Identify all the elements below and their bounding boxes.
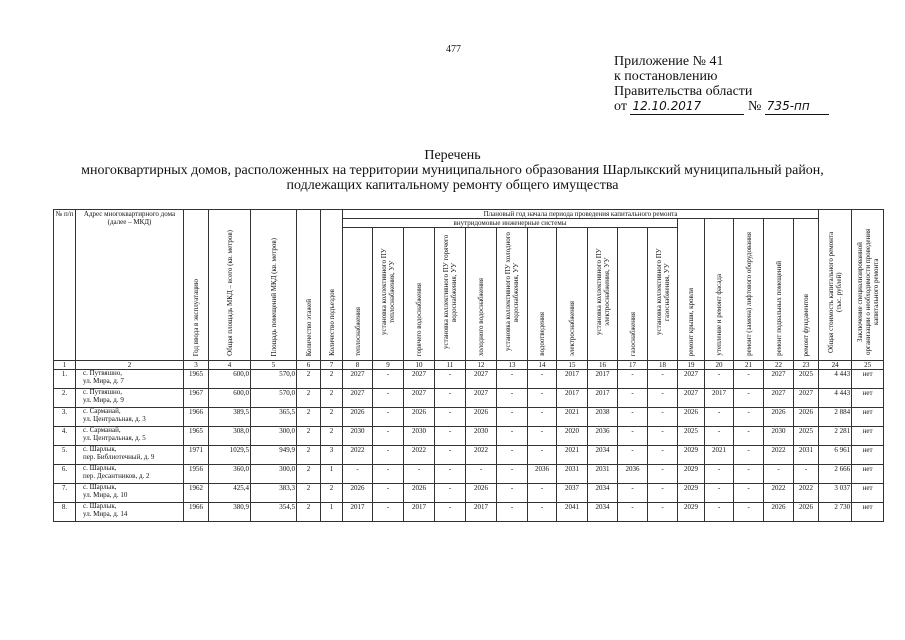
table-cell: нет: [852, 484, 884, 503]
row-address: [76, 484, 184, 503]
column-number: 3: [184, 361, 209, 370]
header-floors: Количество этажей: [297, 210, 321, 361]
table-cell: нет: [852, 465, 884, 484]
table-row: [54, 503, 884, 522]
column-number: 12: [466, 361, 497, 370]
table-cell: 600,0: [209, 370, 251, 389]
table-cell: -: [373, 408, 404, 427]
table-body: [54, 370, 884, 522]
table-cell: 2027: [764, 370, 794, 389]
table-cell: 2: [321, 427, 343, 446]
table-cell: -: [618, 503, 648, 522]
table-cell: 1962: [184, 484, 209, 503]
table-cell: -: [764, 465, 794, 484]
table-cell: -: [497, 446, 528, 465]
table-cell: 365,5: [251, 408, 297, 427]
column-number-row: [54, 361, 884, 370]
table-cell: 3 037: [819, 484, 852, 503]
appendix-line-1: Приложение № 41: [614, 54, 724, 69]
table-cell: 2 884: [819, 408, 852, 427]
table-cell: 1966: [184, 408, 209, 427]
table-cell: -: [497, 370, 528, 389]
appendix-line-3: Правительства области: [614, 84, 753, 99]
table-cell: -: [435, 484, 466, 503]
column-number: 16: [588, 361, 618, 370]
table-row: [54, 484, 884, 503]
column-number: 6: [297, 361, 321, 370]
table-cell: -: [705, 427, 734, 446]
row-address: [76, 503, 184, 522]
table-cell: 2 730: [819, 503, 852, 522]
column-number: 10: [404, 361, 435, 370]
table-cell: -: [528, 484, 557, 503]
table-cell: -: [734, 427, 764, 446]
table-cell: 2 281: [819, 427, 852, 446]
table-cell: 2026: [343, 484, 373, 503]
address-line-1: с. Шарлык,: [83, 483, 117, 491]
column-number: 5: [251, 361, 297, 370]
address-line-2: ул. Центральная, д. 5: [83, 433, 146, 442]
table-cell: 2029: [678, 484, 705, 503]
table-cell: -: [705, 465, 734, 484]
header-premises-area: Площадь помещений МКД (кв. метров): [251, 210, 297, 361]
table-cell: 389,5: [209, 408, 251, 427]
table-cell: 2026: [678, 408, 705, 427]
table-cell: 2026: [404, 408, 435, 427]
table-cell: 2038: [588, 408, 618, 427]
header-hot-water-meter: установка коллективного ПУ горячего водоснабжения, УУ: [435, 228, 466, 361]
table-cell: -: [705, 408, 734, 427]
row-number: 6.: [54, 465, 76, 484]
table-cell: -: [343, 465, 373, 484]
table-cell: -: [373, 484, 404, 503]
table-cell: 2027: [466, 370, 497, 389]
header-cold-water: холодного водоснабжения: [466, 228, 497, 361]
table-cell: -: [705, 503, 734, 522]
table-cell: -: [734, 465, 764, 484]
table-row: [54, 370, 884, 389]
document-title: [0, 148, 905, 193]
table-cell: 4 443: [819, 389, 852, 408]
table-cell: -: [734, 370, 764, 389]
page-number: 477: [446, 44, 461, 55]
header-heat-meter: установка коллективного ПУ теплоснабжения, УУ: [373, 228, 404, 361]
table-cell: 2027: [404, 389, 435, 408]
table-cell: 2021: [557, 408, 588, 427]
column-number: 11: [435, 361, 466, 370]
table-cell: 2017: [588, 389, 618, 408]
table-cell: 2030: [764, 427, 794, 446]
table-cell: 2017: [557, 389, 588, 408]
address-line-1: с. Путвяшно,: [83, 388, 123, 396]
table-cell: 2017: [404, 503, 435, 522]
table-cell: нет: [852, 446, 884, 465]
column-number: 25: [852, 361, 884, 370]
table-cell: 6 961: [819, 446, 852, 465]
table-cell: -: [648, 427, 678, 446]
table-cell: 1971: [184, 446, 209, 465]
header-address: Адрес многоквартирного дома (далее – МКД): [76, 210, 184, 361]
column-number: 13: [497, 361, 528, 370]
table-cell: 2036: [588, 427, 618, 446]
table-cell: 2: [297, 427, 321, 446]
header-total-area: Общая площадь МКД – всего (кв. метров): [209, 210, 251, 361]
table-cell: 2026: [764, 408, 794, 427]
table-cell: 300,0: [251, 427, 297, 446]
table-cell: -: [528, 446, 557, 465]
header-roof: ремонт крыши, кровли: [678, 219, 705, 361]
table-cell: -: [618, 408, 648, 427]
table-cell: 2: [297, 465, 321, 484]
column-number: 23: [794, 361, 819, 370]
repair-table: [53, 209, 884, 522]
table-cell: -: [648, 389, 678, 408]
table-cell: -: [435, 446, 466, 465]
table-cell: 1: [321, 465, 343, 484]
table-cell: 2: [321, 370, 343, 389]
table-cell: -: [497, 465, 528, 484]
table-cell: -: [435, 389, 466, 408]
table-cell: 2022: [466, 446, 497, 465]
table-cell: 2017: [557, 370, 588, 389]
table-cell: -: [435, 408, 466, 427]
table-cell: -: [734, 503, 764, 522]
table-cell: 2034: [588, 484, 618, 503]
table-cell: -: [373, 503, 404, 522]
table-cell: -: [528, 370, 557, 389]
appendix-block: [614, 54, 829, 115]
table-cell: 1965: [184, 370, 209, 389]
table-cell: -: [373, 370, 404, 389]
table-cell: -: [497, 389, 528, 408]
table-cell: -: [648, 503, 678, 522]
from-prefix: от: [614, 99, 627, 114]
header-heat: теплоснабжения: [343, 228, 373, 361]
table-cell: нет: [852, 503, 884, 522]
row-number: 8.: [54, 503, 76, 522]
table-cell: 2021: [705, 446, 734, 465]
table-cell: -: [734, 389, 764, 408]
table-cell: 2026: [466, 408, 497, 427]
row-address: [76, 465, 184, 484]
column-number: 24: [819, 361, 852, 370]
table-cell: -: [373, 389, 404, 408]
table-cell: -: [373, 427, 404, 446]
table-cell: -: [618, 446, 648, 465]
table-cell: 425,4: [209, 484, 251, 503]
table-cell: 2017: [588, 370, 618, 389]
table-cell: -: [373, 465, 404, 484]
column-number: 1: [54, 361, 76, 370]
header-cost: Общая стоимость капитального ремонта (тыс. рублей): [819, 210, 852, 361]
table-cell: 1956: [184, 465, 209, 484]
table-cell: 949,9: [251, 446, 297, 465]
table-cell: 1: [321, 503, 343, 522]
table-cell: 2017: [343, 503, 373, 522]
table-cell: 2 666: [819, 465, 852, 484]
address-line-1: с. Шарлык,: [83, 464, 117, 472]
table-cell: -: [618, 370, 648, 389]
table-cell: 2027: [343, 370, 373, 389]
table-cell: 2027: [343, 389, 373, 408]
address-line-2: пер. Библиотечный, д. 9: [83, 452, 155, 461]
table-cell: 2022: [343, 446, 373, 465]
header-gas: газоснабжения: [618, 228, 648, 361]
table-cell: 2: [321, 389, 343, 408]
title-line-3: подлежащих капитальному ремонту общего имущества: [286, 178, 619, 193]
column-number: 9: [373, 361, 404, 370]
column-number: 14: [528, 361, 557, 370]
column-number: 21: [734, 361, 764, 370]
table-cell: -: [705, 484, 734, 503]
table-cell: -: [618, 484, 648, 503]
address-line-1: с. Сарманай,: [83, 407, 121, 415]
table-cell: 2017: [705, 389, 734, 408]
row-number: 2.: [54, 389, 76, 408]
table-cell: -: [404, 465, 435, 484]
table-cell: -: [528, 408, 557, 427]
table-cell: нет: [852, 389, 884, 408]
table-cell: 2: [297, 503, 321, 522]
table-cell: 2025: [794, 370, 819, 389]
column-number: 15: [557, 361, 588, 370]
table-cell: 2031: [794, 446, 819, 465]
appendix-date: 12.10.2017: [630, 99, 744, 115]
table-cell: 2: [297, 446, 321, 465]
table-cell: -: [497, 503, 528, 522]
table-cell: 2034: [588, 446, 618, 465]
column-number: 4: [209, 361, 251, 370]
appendix-number: 735-пп: [765, 99, 829, 115]
header-basement: ремонт подвальных помещений: [764, 219, 794, 361]
address-line-2: пер. Десантников, д. 2: [83, 471, 150, 480]
table-cell: 1967: [184, 389, 209, 408]
header-num: № п/п: [54, 210, 76, 361]
header-hot-water: горячего водоснабжения: [404, 228, 435, 361]
table-row: [54, 465, 884, 484]
address-line-2: ул. Мира, д. 9: [83, 395, 124, 404]
table-cell: 570,0: [251, 370, 297, 389]
table-cell: 2: [297, 370, 321, 389]
table-cell: -: [648, 370, 678, 389]
header-entrances: Количество подъездов: [321, 210, 343, 361]
table-cell: нет: [852, 408, 884, 427]
column-number: 2: [76, 361, 184, 370]
table-cell: 3: [321, 446, 343, 465]
row-address: [76, 389, 184, 408]
table-cell: -: [734, 446, 764, 465]
table-cell: 2022: [764, 446, 794, 465]
table-cell: 2025: [794, 427, 819, 446]
table-cell: -: [435, 465, 466, 484]
table-cell: 308,0: [209, 427, 251, 446]
table-cell: 2026: [343, 408, 373, 427]
table-cell: 1029,5: [209, 446, 251, 465]
table-cell: 2026: [466, 484, 497, 503]
header-conclusion: Заключение специализированной организации о необходимости проведения капитального ремонта: [852, 210, 884, 361]
table-cell: 2: [297, 389, 321, 408]
header-elevator: ремонт (замена) лифтового оборудования: [734, 219, 764, 361]
header-facade: утепление и ремонт фасада: [705, 219, 734, 361]
row-address: [76, 446, 184, 465]
table-cell: 2027: [678, 370, 705, 389]
table-cell: -: [794, 465, 819, 484]
table-cell: -: [528, 389, 557, 408]
table-cell: 2030: [404, 427, 435, 446]
number-prefix: №: [747, 99, 762, 114]
row-number: 1.: [54, 370, 76, 389]
table-cell: 2031: [588, 465, 618, 484]
title-line-2: многоквартирных домов, расположенных на территории муниципального образования Шарлыкский муниципальный район,: [81, 163, 824, 178]
table-cell: 2029: [678, 446, 705, 465]
table-cell: 2041: [557, 503, 588, 522]
table-cell: 1965: [184, 427, 209, 446]
table-cell: -: [497, 427, 528, 446]
table-cell: 360,0: [209, 465, 251, 484]
table-cell: -: [497, 484, 528, 503]
table-cell: нет: [852, 370, 884, 389]
table-cell: 2027: [466, 389, 497, 408]
table-cell: 1966: [184, 503, 209, 522]
header-gas-meter: установка коллективного ПУ газоснабжения, УУ: [648, 228, 678, 361]
row-number: 4.: [54, 427, 76, 446]
row-address: [76, 427, 184, 446]
table-cell: 383,3: [251, 484, 297, 503]
table-cell: -: [734, 484, 764, 503]
table-cell: 2027: [404, 370, 435, 389]
table-row: [54, 389, 884, 408]
header-year: Год ввода в эксплуатацию: [184, 210, 209, 361]
table-cell: -: [528, 503, 557, 522]
header-row-1: [54, 210, 884, 219]
table-cell: -: [497, 408, 528, 427]
table-cell: 2017: [466, 503, 497, 522]
table-cell: 570,0: [251, 389, 297, 408]
table-cell: 2026: [404, 484, 435, 503]
table-cell: нет: [852, 427, 884, 446]
table-cell: -: [648, 446, 678, 465]
table-cell: 2022: [794, 484, 819, 503]
appendix-line-2: к постановлению: [614, 69, 718, 84]
address-line-2: ул. Мира, д. 10: [83, 490, 128, 499]
table-cell: -: [435, 427, 466, 446]
address-line-1: с. Путвяшно,: [83, 369, 123, 377]
table-cell: 2030: [343, 427, 373, 446]
table-cell: -: [528, 427, 557, 446]
table-cell: 2031: [557, 465, 588, 484]
row-address: [76, 370, 184, 389]
header-planned-year: Плановый год начала периода проведения капитального ремонта: [343, 210, 819, 219]
table-cell: 2030: [466, 427, 497, 446]
table-cell: 2027: [678, 389, 705, 408]
column-number: 17: [618, 361, 648, 370]
table-cell: 2027: [794, 389, 819, 408]
table-cell: 2026: [794, 503, 819, 522]
table-cell: -: [734, 408, 764, 427]
header-cold-water-meter: установка коллективного ПУ холодного водоснабжения, УУ: [497, 228, 528, 361]
row-number: 5.: [54, 446, 76, 465]
table-cell: -: [618, 389, 648, 408]
header-sewer: водоотведения: [528, 228, 557, 361]
table-row: [54, 427, 884, 446]
table-cell: 354,5: [251, 503, 297, 522]
table-cell: 600,0: [209, 389, 251, 408]
table-cell: 2036: [528, 465, 557, 484]
header-engineering: внутридомовые инженерные системы: [343, 219, 678, 228]
title-line-1: Перечень: [424, 148, 481, 163]
table-cell: 300,0: [251, 465, 297, 484]
table-cell: 4 443: [819, 370, 852, 389]
address-line-2: ул. Центральная, д. 3: [83, 414, 146, 423]
column-number: 20: [705, 361, 734, 370]
table-cell: 2025: [678, 427, 705, 446]
row-number: 3.: [54, 408, 76, 427]
column-number: 7: [321, 361, 343, 370]
table-cell: 2021: [557, 446, 588, 465]
table-cell: -: [648, 408, 678, 427]
header-foundation: ремонт фундаментов: [794, 219, 819, 361]
table-cell: -: [435, 503, 466, 522]
table-cell: 2026: [794, 408, 819, 427]
table-cell: 380,9: [209, 503, 251, 522]
table-cell: 2: [321, 484, 343, 503]
table-cell: -: [618, 427, 648, 446]
table-cell: 2027: [764, 389, 794, 408]
table-cell: -: [373, 446, 404, 465]
table-cell: 2: [297, 408, 321, 427]
column-number: 18: [648, 361, 678, 370]
table-cell: -: [705, 370, 734, 389]
table-cell: 2036: [618, 465, 648, 484]
row-number: 7.: [54, 484, 76, 503]
address-line-2: ул. Мира, д. 14: [83, 509, 128, 518]
table-row: [54, 408, 884, 427]
table-cell: -: [648, 465, 678, 484]
table-cell: 2037: [557, 484, 588, 503]
table-cell: -: [648, 484, 678, 503]
table-cell: 2: [321, 408, 343, 427]
column-number: 19: [678, 361, 705, 370]
table-cell: 2022: [404, 446, 435, 465]
table-cell: 2034: [588, 503, 618, 522]
address-line-1: с. Сарманай,: [83, 426, 121, 434]
address-line-1: с. Шарлык,: [83, 445, 117, 453]
table-cell: 2: [297, 484, 321, 503]
header-electric-meter: установка коллективного ПУ электроснабжения, УУ: [588, 228, 618, 361]
table-row: [54, 446, 884, 465]
address-line-2: ул. Мира, д. 7: [83, 376, 124, 385]
table-cell: 2022: [764, 484, 794, 503]
table-cell: -: [466, 465, 497, 484]
column-number: 22: [764, 361, 794, 370]
column-number: 8: [343, 361, 373, 370]
row-address: [76, 408, 184, 427]
table-cell: -: [435, 370, 466, 389]
appendix-date-line: [614, 99, 829, 115]
header-electric: электроснабжения: [557, 228, 588, 361]
table-cell: 2026: [764, 503, 794, 522]
table-cell: 2020: [557, 427, 588, 446]
table-cell: 2029: [678, 465, 705, 484]
address-line-1: с. Шарлык,: [83, 502, 117, 510]
table-cell: 2029: [678, 503, 705, 522]
